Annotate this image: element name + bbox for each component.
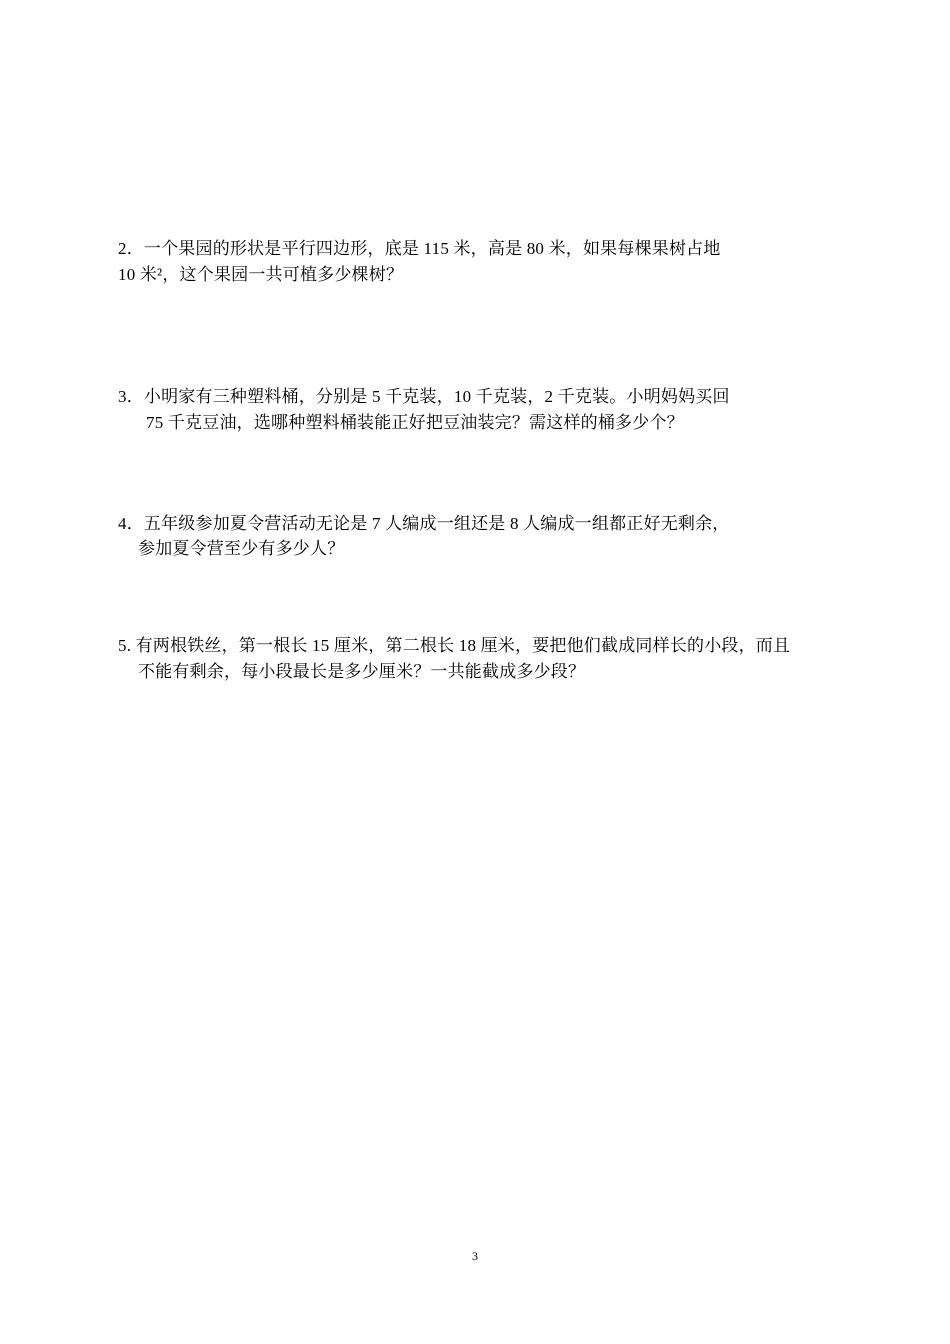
problem-3-line-1: 3．小明家有三种塑料桶，分别是 5 千克装，10 千克装，2 千克装。小明妈妈买回 (118, 387, 730, 406)
problem-5-line-2: 不能有剩余，每小段最长是多少厘米？一共能截成多少段？ (138, 662, 586, 681)
problem-2-line-2: 10 米²，这个果园一共可植多少棵树？ (118, 265, 404, 284)
problem-4-line-1: 4．五年级参加夏令营活动无论是 7 人编成一组还是 8 人编成一组都正好无剩余， (118, 514, 730, 533)
problem-3-line-2: 75 千克豆油，选哪种塑料桶装能正好把豆油装完？需这样的桶多少个？ (146, 413, 684, 432)
problem-4-line-2: 参加夏令营至少有多少人？ (138, 539, 345, 558)
problem-5-line-1: 5. 有两根铁丝，第一根长 15 厘米，第二根长 18 厘米，要把他们截成同样长的小段，而且 (118, 636, 791, 655)
page-number: 3 (472, 1249, 478, 1263)
problem-2-line-1: 2．一个果园的形状是平行四边形，底是 115 米，高是 80 米，如果每棵果树占地 (118, 239, 721, 258)
